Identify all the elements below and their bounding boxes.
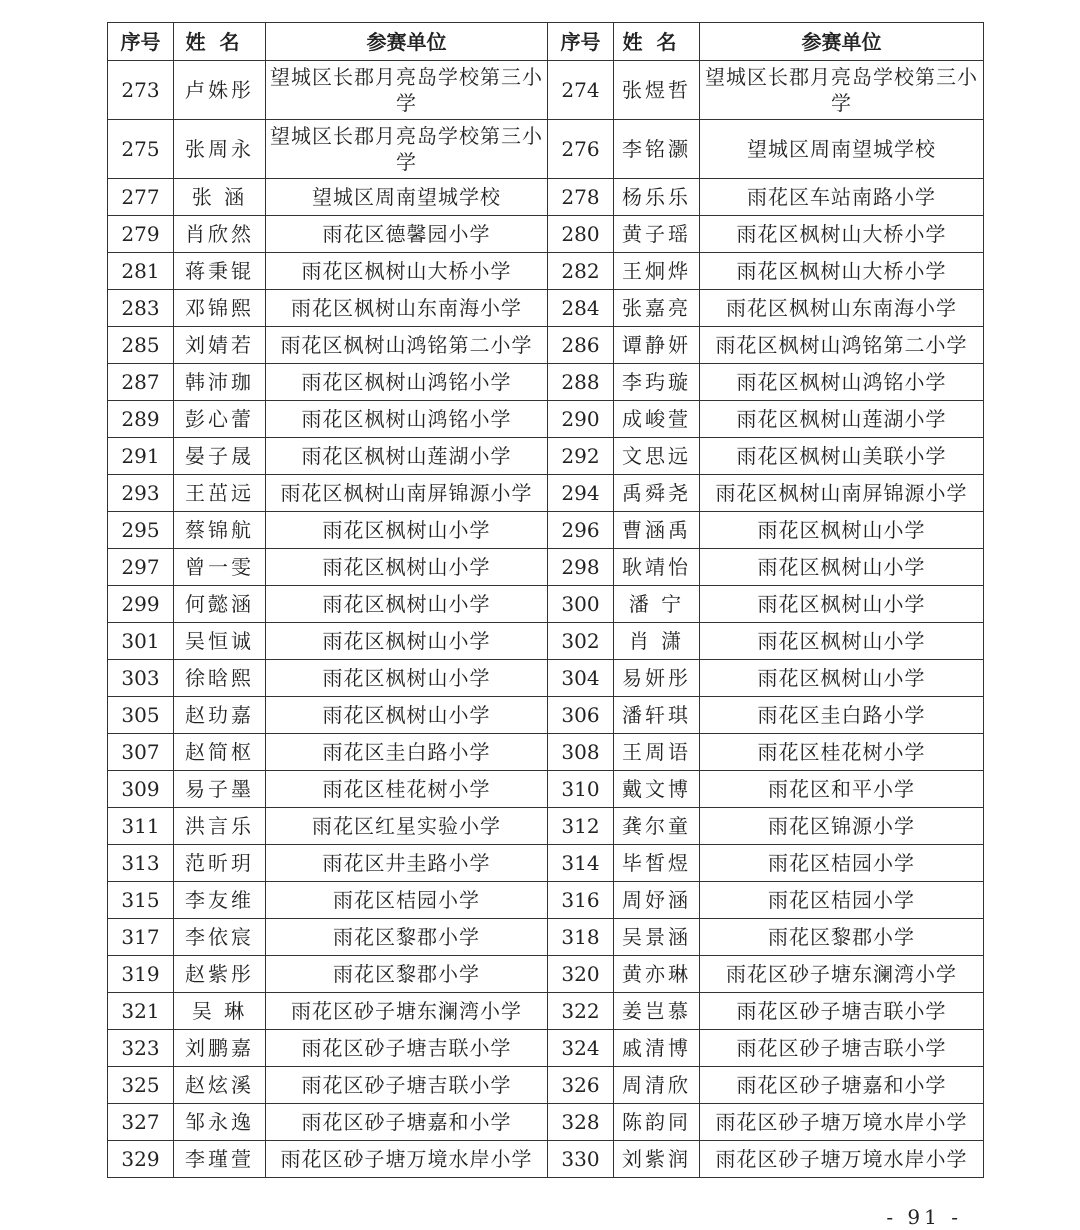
org-cell: 雨花区砂子塘嘉和小学: [266, 1104, 548, 1141]
table-row: [108, 253, 984, 290]
table-row: [108, 660, 984, 697]
seq-cell: 273: [108, 61, 174, 120]
name-cell: 洪言乐: [174, 808, 266, 845]
name-cell: 李玙璇: [614, 364, 700, 401]
name-cell: 陈韵同: [614, 1104, 700, 1141]
name-cell: 吴景涵: [614, 919, 700, 956]
seq-cell: 296: [548, 512, 614, 549]
org-cell: 雨花区枫树山莲湖小学: [700, 401, 984, 438]
table-row: [108, 216, 984, 253]
seq-cell: 290: [548, 401, 614, 438]
seq-cell: 280: [548, 216, 614, 253]
name-cell: 黄亦琳: [614, 956, 700, 993]
seq-cell: 311: [108, 808, 174, 845]
org-cell: 望城区周南望城学校: [700, 120, 984, 179]
name-cell: 王茁远: [174, 475, 266, 512]
org-cell: 望城区长郡月亮岛学校第三小学: [700, 61, 984, 120]
name-cell: 黄子瑶: [614, 216, 700, 253]
seq-cell: 288: [548, 364, 614, 401]
header-name-left: 姓名: [174, 23, 266, 61]
org-cell: 雨花区井圭路小学: [266, 845, 548, 882]
participant-table: [107, 22, 984, 1178]
seq-cell: 275: [108, 120, 174, 179]
name-cell: 刘紫润: [614, 1141, 700, 1178]
table-row: [108, 956, 984, 993]
table-row: [108, 623, 984, 660]
table-body: [108, 61, 984, 1178]
table-row: [108, 697, 984, 734]
seq-cell: 274: [548, 61, 614, 120]
org-cell: 雨花区砂子塘万境水岸小学: [266, 1141, 548, 1178]
org-cell: 雨花区黎郡小学: [266, 956, 548, 993]
org-cell: 雨花区车站南路小学: [700, 179, 984, 216]
name-cell: 曾一雯: [174, 549, 266, 586]
seq-cell: 322: [548, 993, 614, 1030]
org-cell: 雨花区桔园小学: [700, 845, 984, 882]
seq-cell: 319: [108, 956, 174, 993]
seq-cell: 282: [548, 253, 614, 290]
name-cell: 李依宸: [174, 919, 266, 956]
seq-cell: 315: [108, 882, 174, 919]
name-cell: 赵玏嘉: [174, 697, 266, 734]
table-row: [108, 1141, 984, 1178]
seq-cell: 308: [548, 734, 614, 771]
name-cell: 龚尔童: [614, 808, 700, 845]
org-cell: 雨花区圭白路小学: [266, 734, 548, 771]
name-cell: 姜岂慕: [614, 993, 700, 1030]
name-cell: 耿靖怡: [614, 549, 700, 586]
org-cell: 雨花区砂子塘万境水岸小学: [700, 1141, 984, 1178]
name-cell: 蒋秉锟: [174, 253, 266, 290]
seq-cell: 285: [108, 327, 174, 364]
seq-cell: 306: [548, 697, 614, 734]
name-cell: 张周永: [174, 120, 266, 179]
table-row: [108, 1067, 984, 1104]
name-cell: 周妤涵: [614, 882, 700, 919]
seq-cell: 279: [108, 216, 174, 253]
name-cell: 杨乐乐: [614, 179, 700, 216]
org-cell: 雨花区枫树山小学: [700, 549, 984, 586]
table-row: [108, 120, 984, 179]
name-cell: 周清欣: [614, 1067, 700, 1104]
seq-cell: 289: [108, 401, 174, 438]
seq-cell: 326: [548, 1067, 614, 1104]
org-cell: 雨花区枫树山东南海小学: [266, 290, 548, 327]
seq-cell: 321: [108, 993, 174, 1030]
name-cell: 文思远: [614, 438, 700, 475]
seq-cell: 316: [548, 882, 614, 919]
seq-cell: 286: [548, 327, 614, 364]
seq-cell: 276: [548, 120, 614, 179]
seq-cell: 325: [108, 1067, 174, 1104]
seq-cell: 310: [548, 771, 614, 808]
org-cell: 雨花区砂子塘吉联小学: [700, 1030, 984, 1067]
seq-cell: 312: [548, 808, 614, 845]
org-cell: 雨花区枫树山小学: [266, 697, 548, 734]
seq-cell: 329: [108, 1141, 174, 1178]
name-cell: 张 涵: [174, 179, 266, 216]
org-cell: 雨花区砂子塘吉联小学: [266, 1067, 548, 1104]
seq-cell: 314: [548, 845, 614, 882]
org-cell: 雨花区枫树山小学: [266, 623, 548, 660]
table-row: [108, 512, 984, 549]
seq-cell: 278: [548, 179, 614, 216]
seq-cell: 317: [108, 919, 174, 956]
seq-cell: 300: [548, 586, 614, 623]
seq-cell: 281: [108, 253, 174, 290]
table-row: [108, 993, 984, 1030]
org-cell: 望城区长郡月亮岛学校第三小学: [266, 120, 548, 179]
seq-cell: 284: [548, 290, 614, 327]
table-header-row: [108, 23, 984, 61]
name-cell: 彭心蕾: [174, 401, 266, 438]
seq-cell: 330: [548, 1141, 614, 1178]
name-cell: 易妍彤: [614, 660, 700, 697]
table-row: [108, 475, 984, 512]
table-row: [108, 808, 984, 845]
org-cell: 雨花区砂子塘吉联小学: [700, 993, 984, 1030]
org-cell: 雨花区枫树山鸿铭小学: [266, 364, 548, 401]
name-cell: 肖欣然: [174, 216, 266, 253]
name-cell: 吴恒诚: [174, 623, 266, 660]
seq-cell: 328: [548, 1104, 614, 1141]
name-cell: 禹舜尧: [614, 475, 700, 512]
seq-cell: 283: [108, 290, 174, 327]
seq-cell: 294: [548, 475, 614, 512]
table-row: [108, 771, 984, 808]
org-cell: 雨花区枫树山鸿铭小学: [266, 401, 548, 438]
seq-cell: 292: [548, 438, 614, 475]
seq-cell: 305: [108, 697, 174, 734]
org-cell: 雨花区枫树山大桥小学: [700, 253, 984, 290]
org-cell: 雨花区枫树山小学: [266, 512, 548, 549]
seq-cell: 327: [108, 1104, 174, 1141]
name-cell: 王周语: [614, 734, 700, 771]
name-cell: 何懿涵: [174, 586, 266, 623]
org-cell: 雨花区黎郡小学: [700, 919, 984, 956]
seq-cell: 293: [108, 475, 174, 512]
name-cell: 晏子晟: [174, 438, 266, 475]
header-org-right: 参赛单位: [700, 23, 984, 61]
table-row: [108, 61, 984, 120]
name-cell: 邓锦熙: [174, 290, 266, 327]
seq-cell: 303: [108, 660, 174, 697]
org-cell: 雨花区砂子塘吉联小学: [266, 1030, 548, 1067]
header-name-right: 姓名: [614, 23, 700, 61]
seq-cell: 277: [108, 179, 174, 216]
name-cell: 张嘉亮: [614, 290, 700, 327]
org-cell: 雨花区枫树山大桥小学: [266, 253, 548, 290]
table-row: [108, 438, 984, 475]
org-cell: 雨花区枫树山小学: [266, 586, 548, 623]
name-cell: 易子墨: [174, 771, 266, 808]
seq-cell: 301: [108, 623, 174, 660]
org-cell: 雨花区黎郡小学: [266, 919, 548, 956]
name-cell: 成峻萱: [614, 401, 700, 438]
org-cell: 雨花区圭白路小学: [700, 697, 984, 734]
name-cell: 李友维: [174, 882, 266, 919]
name-cell: 曹涵禹: [614, 512, 700, 549]
org-cell: 望城区长郡月亮岛学校第三小学: [266, 61, 548, 120]
org-cell: 雨花区锦源小学: [700, 808, 984, 845]
name-cell: 王炯烨: [614, 253, 700, 290]
table-row: [108, 845, 984, 882]
org-cell: 雨花区桂花树小学: [266, 771, 548, 808]
org-cell: 雨花区砂子塘万境水岸小学: [700, 1104, 984, 1141]
seq-cell: 295: [108, 512, 174, 549]
org-cell: 雨花区桂花树小学: [700, 734, 984, 771]
table-row: [108, 919, 984, 956]
seq-cell: 320: [548, 956, 614, 993]
org-cell: 雨花区枫树山南屏锦源小学: [700, 475, 984, 512]
org-cell: 雨花区砂子塘东澜湾小学: [266, 993, 548, 1030]
org-cell: 雨花区砂子塘东澜湾小学: [700, 956, 984, 993]
org-cell: 雨花区枫树山莲湖小学: [266, 438, 548, 475]
name-cell: 潘 宁: [614, 586, 700, 623]
org-cell: 雨花区枫树山小学: [700, 660, 984, 697]
name-cell: 韩沛珈: [174, 364, 266, 401]
org-cell: 雨花区德馨园小学: [266, 216, 548, 253]
name-cell: 邹永逸: [174, 1104, 266, 1141]
org-cell: 雨花区枫树山小学: [266, 549, 548, 586]
seq-cell: 307: [108, 734, 174, 771]
table-row: [108, 290, 984, 327]
name-cell: 吴 琳: [174, 993, 266, 1030]
seq-cell: 313: [108, 845, 174, 882]
org-cell: 雨花区枫树山南屏锦源小学: [266, 475, 548, 512]
name-cell: 范昕玥: [174, 845, 266, 882]
seq-cell: 299: [108, 586, 174, 623]
seq-cell: 323: [108, 1030, 174, 1067]
page-number: - 91 -: [886, 1205, 962, 1229]
header-seq-right: 序号: [548, 23, 614, 61]
seq-cell: 302: [548, 623, 614, 660]
seq-cell: 318: [548, 919, 614, 956]
name-cell: 赵简枢: [174, 734, 266, 771]
org-cell: 雨花区枫树山鸿铭第二小学: [266, 327, 548, 364]
org-cell: 雨花区枫树山美联小学: [700, 438, 984, 475]
seq-cell: 324: [548, 1030, 614, 1067]
name-cell: 李铭灏: [614, 120, 700, 179]
org-cell: 雨花区枫树山小学: [266, 660, 548, 697]
name-cell: 赵紫彤: [174, 956, 266, 993]
seq-cell: 291: [108, 438, 174, 475]
table-row: [108, 179, 984, 216]
org-cell: 雨花区和平小学: [700, 771, 984, 808]
org-cell: 雨花区枫树山小学: [700, 512, 984, 549]
name-cell: 戴文博: [614, 771, 700, 808]
name-cell: 刘婧若: [174, 327, 266, 364]
name-cell: 刘鹏嘉: [174, 1030, 266, 1067]
seq-cell: 304: [548, 660, 614, 697]
name-cell: 张煜哲: [614, 61, 700, 120]
name-cell: 徐晗熙: [174, 660, 266, 697]
name-cell: 肖 潇: [614, 623, 700, 660]
org-cell: 雨花区桔园小学: [266, 882, 548, 919]
table-row: [108, 734, 984, 771]
org-cell: 雨花区砂子塘嘉和小学: [700, 1067, 984, 1104]
header-seq-left: 序号: [108, 23, 174, 61]
table-row: [108, 1030, 984, 1067]
org-cell: 雨花区枫树山大桥小学: [700, 216, 984, 253]
name-cell: 谭静妍: [614, 327, 700, 364]
org-cell: 雨花区桔园小学: [700, 882, 984, 919]
table-row: [108, 1104, 984, 1141]
name-cell: 卢姝彤: [174, 61, 266, 120]
table-row: [108, 882, 984, 919]
name-cell: 李瑾萱: [174, 1141, 266, 1178]
name-cell: 蔡锦航: [174, 512, 266, 549]
name-cell: 潘轩琪: [614, 697, 700, 734]
org-cell: 雨花区红星实验小学: [266, 808, 548, 845]
seq-cell: 287: [108, 364, 174, 401]
org-cell: 雨花区枫树山鸿铭小学: [700, 364, 984, 401]
table-row: [108, 364, 984, 401]
org-cell: 雨花区枫树山小学: [700, 586, 984, 623]
org-cell: 雨花区枫树山东南海小学: [700, 290, 984, 327]
seq-cell: 309: [108, 771, 174, 808]
table-row: [108, 327, 984, 364]
seq-cell: 298: [548, 549, 614, 586]
org-cell: 望城区周南望城学校: [266, 179, 548, 216]
seq-cell: 297: [108, 549, 174, 586]
name-cell: 毕皙煜: [614, 845, 700, 882]
header-org-left: 参赛单位: [266, 23, 548, 61]
table-row: [108, 586, 984, 623]
table-row: [108, 549, 984, 586]
org-cell: 雨花区枫树山小学: [700, 623, 984, 660]
table-row: [108, 401, 984, 438]
name-cell: 赵炫溪: [174, 1067, 266, 1104]
org-cell: 雨花区枫树山鸿铭第二小学: [700, 327, 984, 364]
name-cell: 戚清博: [614, 1030, 700, 1067]
